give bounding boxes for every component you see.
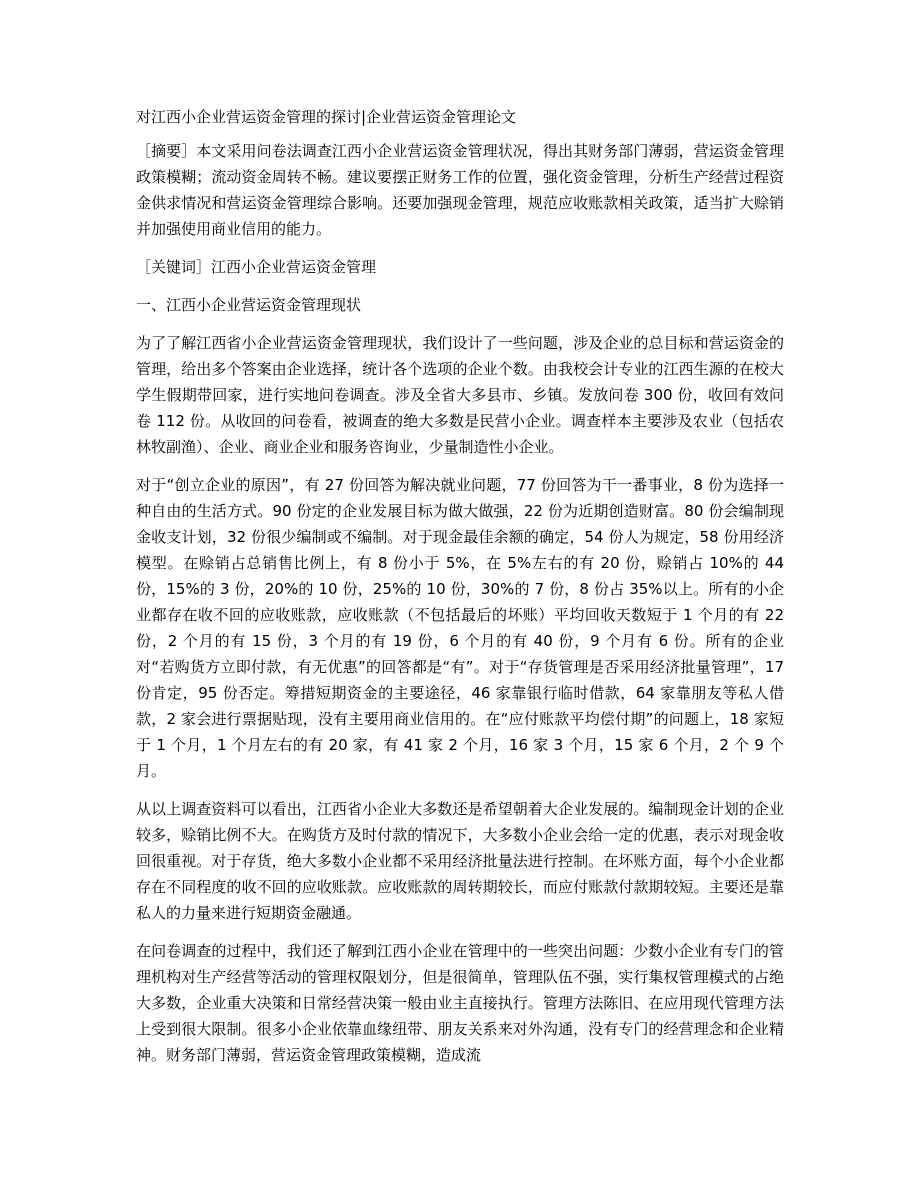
body-paragraph-1: 为了了解江西省小企业营运资金管理现状，我们设计了一些问题，涉及企业的总目标和营运资金的管理，给出多个答案由企业选择，统计各个选项的企业个数。由我校会计专业的江西生源的在校大学生假期带回家，进行实地问卷调查。涉及全省大多县市、乡镇。发放问卷 300 份，收回有效问卷 112 份。从收回的问卷看，被调查的绝大多数是民营小企业。调查样本主要涉及农业（包括农林牧副渔）、企业、商业企业和服务咨询业，少量制造性小企业。 bbox=[136, 334, 784, 456]
document-title: 对江西小企业营运资金管理的探讨|企业营运资金管理论文 bbox=[136, 108, 517, 126]
body-paragraph-2: 对于“创立企业的原因”，有 27 份回答为解决就业问题，77 份回答为干一番事业，8 份为选择一种自由的生活方式。90 份定的企业发展目标为做大做强，22 份为近期创造财富。80 份会编制现金收支计划，32 份很少编制或不编制。对于现金最佳余额的确定，54 份人为规定，58 份用经济模型。在赊销占总销售比例上，有 8 份小于 5%，在 5%左右的有 20 份，赊销占 10%的 44 份，15%的 3 份，20%的 10 份，25%的 10 份，30%的 7 份，8 份占 35%以上。所有的小企业都存在收不回的应收账款，应收账款（不包括最后的坏账）平均回收天数短于 1 个月的有 22 份，2 个月的有 15 份，3 个月的有 19 份，6 个月的有 40 份，9 个月有 6 份。所有的企业对“若购货方立即付款，有无优惠”的回答都是“有”。对于“存货管理是否采用经济批量管理”，17 份肯定，95 份否定。筹措短期资金的主要途径，46 家靠银行临时借款，64 家靠朋友等私人借款，2 家会进行票据贴现，没有主要用商业信用的。在“应付账款平均偿付期”的问题上，18 家短于 1 个月，1 个月左右的有 20 家，有 41 家 2 个月，16 家 3 个月，15 家 6 个月，2 个 9 个月。 bbox=[136, 476, 784, 780]
body-paragraph-3: 从以上调查资料可以看出，江西省小企业大多数还是希望朝着大企业发展的。编制现金计划的企业较多，赊销比例不大。在购货方及时付款的情况下，大多数小企业会给一定的优惠，表示对现金收回很重视。对于存货，绝大多数小企业都不采用经济批量法进行控制。在坏账方面，每个小企业都存在不同程度的收不回的应收账款。应收账款的周转期较长，而应付账款付款期较短。主要还是靠私人的力量来进行短期资金融通。 bbox=[136, 800, 784, 922]
abstract-paragraph: ［摘要］本文采用问卷法调查江西小企业营运资金管理状况，得出其财务部门薄弱，营运资金管理政策模糊；流动资金周转不畅。建议要摆正财务工作的位置，强化资金管理，分析生产经营过程资金供求情况和营运资金管理综合影响。还要加强现金管理，规范应收账款相关政策，适当扩大赊销并加强使用商业信用的能力。 bbox=[136, 142, 784, 238]
document-page bbox=[136, 104, 784, 1080]
body-paragraph-4: 在问卷调查的过程中，我们还了解到江西小企业在管理中的一些突出问题：少数小企业有专门的管理机构对生产经营等活动的管理权限划分，但是很简单，管理队伍不强，实行集权管理模式的占绝大多数，企业重大决策和日常经营决策一般由业主直接执行。管理方法陈旧、在应用现代管理方法上受到很大限制。很多小企业依靠血缘纽带、朋友关系来对外沟通，没有专门的经营理念和企业精神。财务部门薄弱，营运资金管理政策模糊，造成流 bbox=[136, 942, 784, 1064]
section-heading: 一、江西小企业营运资金管理现状 bbox=[136, 296, 362, 314]
keywords-paragraph: ［关键词］江西小企业营运资金管理 bbox=[136, 258, 377, 276]
